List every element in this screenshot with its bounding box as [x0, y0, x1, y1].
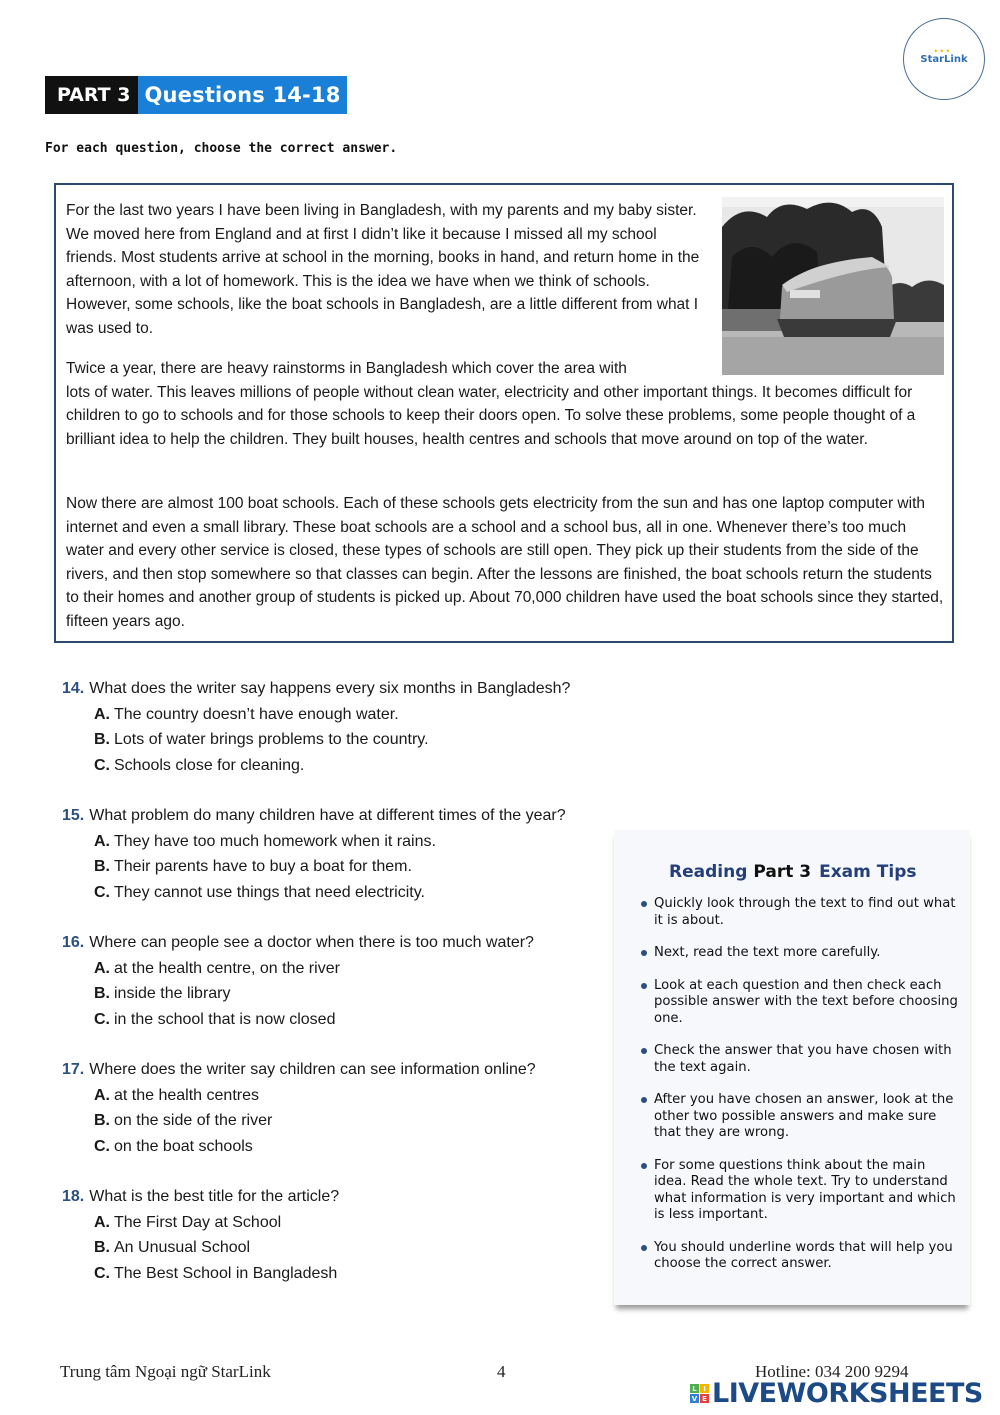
boat-image-icon [722, 197, 944, 375]
star-icon: ✦✦✦ [933, 47, 952, 55]
instruction-text: For each question, choose the correct answer. [45, 141, 398, 156]
starlink-logo-text: ✦✦✦ StarLink [920, 47, 968, 65]
option-c[interactable]: C. They cannot use things that need electricity. [94, 883, 425, 901]
option-a[interactable]: A. They have too much homework when it rains. [94, 832, 436, 850]
question-number: 15. [62, 807, 85, 824]
footer-hotline: Hotline: 034 200 9294 [755, 1362, 909, 1381]
exam-tips-list [638, 896, 958, 1289]
option-b[interactable]: B. An Unusual School [94, 1239, 251, 1256]
tip-item: After you have chosen an answer, look at the other two possible answers and make sure that they are wrong. [638, 1092, 958, 1142]
option-b[interactable]: B. Lots of water brings problems to the country. [94, 731, 429, 748]
option-a[interactable]: A. The First Day at School [94, 1213, 282, 1231]
exam-tips-title: Reading Part 3 Exam Tips [669, 862, 917, 882]
question-number: 14. [62, 680, 85, 697]
liveworksheets-text: LIVEWORKSHEETS [712, 1378, 983, 1409]
tip-item: Quickly look through the text to find out what it is about. [638, 896, 958, 929]
questions-list [62, 676, 622, 1311]
option-c[interactable]: C. Schools close for cleaning. [94, 756, 305, 774]
question-number: 18. [62, 1188, 85, 1205]
starlink-logo [903, 18, 985, 100]
tip-item: Look at each question and then check each possible answer with the text before choosing one. [638, 978, 958, 1028]
question-text: Where can people see a doctor when there is too much water? [89, 934, 534, 951]
tip-item: Check the answer that you have chosen with the text again. [638, 1043, 958, 1076]
tip-item: You should underline words that will help you choose the correct answer. [638, 1240, 958, 1273]
reading-passage-box [54, 183, 954, 643]
page-number: 4 [497, 1362, 506, 1381]
questions-range-label: Questions 14-18 [138, 76, 346, 114]
question-16 [62, 930, 622, 1032]
passage-paragraph-3: Now there are almost 100 boat schools. Each of these schools gets electricity from the sun and has one laptop computer with internet and even a small library. These boat schools are a school and a school bus, all in one. Whenever there’s too much water and every other service is closed, these types of schools are still open. They pick up their students from the side of the rivers, and then stop somewhere so that classes can begin. After the lessons are finished, the boat schools return the students to their homes and another group of students is picked up. About 70,000 children have used the boat schools since they started, fifteen years ago. [66, 495, 944, 630]
boat-school-photo [722, 197, 944, 375]
question-text: Where does the writer say children can see information online? [89, 1061, 536, 1078]
option-b[interactable]: B. on the side of the river [94, 1112, 273, 1129]
option-a[interactable]: A. The country doesn’t have enough water. [94, 705, 399, 723]
liveworksheets-logo-icon: L I V E [690, 1384, 709, 1403]
section-banner [45, 76, 347, 114]
liveworksheets-watermark [690, 1378, 983, 1409]
part-label: PART 3 [45, 76, 138, 114]
tip-item: Next, read the text more carefully. [638, 945, 958, 962]
footer-center-name: Trung tâm Ngoại ngữ StarLink [60, 1362, 271, 1381]
passage-paragraph-2: Twice a year, there are heavy rainstorms in Bangladesh which cover the area with lots of water. This leaves millions of people without clean water, electricity and other important things. It becomes difficult for children to go to schools and for those schools to keep their doors open. To solve these problems, some people thought of a brilliant idea to help the children. They built houses, health centres and schools that move around on top of the water. [66, 360, 916, 448]
question-number: 16. [62, 934, 85, 951]
option-b[interactable]: B. inside the library [94, 985, 231, 1002]
option-a[interactable]: A. at the health centres [94, 1086, 259, 1104]
tip-item: For some questions think about the main idea. Read the whole text. Try to understand what information is very important and which is less important. [638, 1158, 958, 1224]
question-17 [62, 1057, 622, 1159]
question-14 [62, 676, 622, 778]
question-15 [62, 803, 622, 905]
question-18 [62, 1184, 622, 1286]
passage-paragraph-1: For the last two years I have been living in Bangladesh, with my parents and my baby sister. We moved here from England and at first I didn’t like it because I missed all my school friends. Most students arrive at school in the morning, books in hand, and return home in the afternoon, with a lot of homework. This is the idea we have when we think of schools. However, some schools, like the boat schools in Bangladesh, are a little different from what I was used to. [66, 202, 700, 337]
option-b[interactable]: B. Their parents have to buy a boat for them. [94, 858, 412, 875]
exam-tips-box [614, 830, 970, 1305]
option-c[interactable]: C. on the boat schools [94, 1137, 253, 1155]
option-c[interactable]: C. in the school that is now closed [94, 1010, 336, 1028]
option-c[interactable]: C. The Best School in Bangladesh [94, 1264, 338, 1282]
question-number: 17. [62, 1061, 85, 1078]
question-text: What is the best title for the article? [89, 1188, 340, 1205]
question-text: What does the writer say happens every six months in Bangladesh? [89, 680, 571, 697]
option-a[interactable]: A. at the health centre, on the river [94, 959, 340, 977]
question-text: What problem do many children have at different times of the year? [89, 807, 566, 824]
